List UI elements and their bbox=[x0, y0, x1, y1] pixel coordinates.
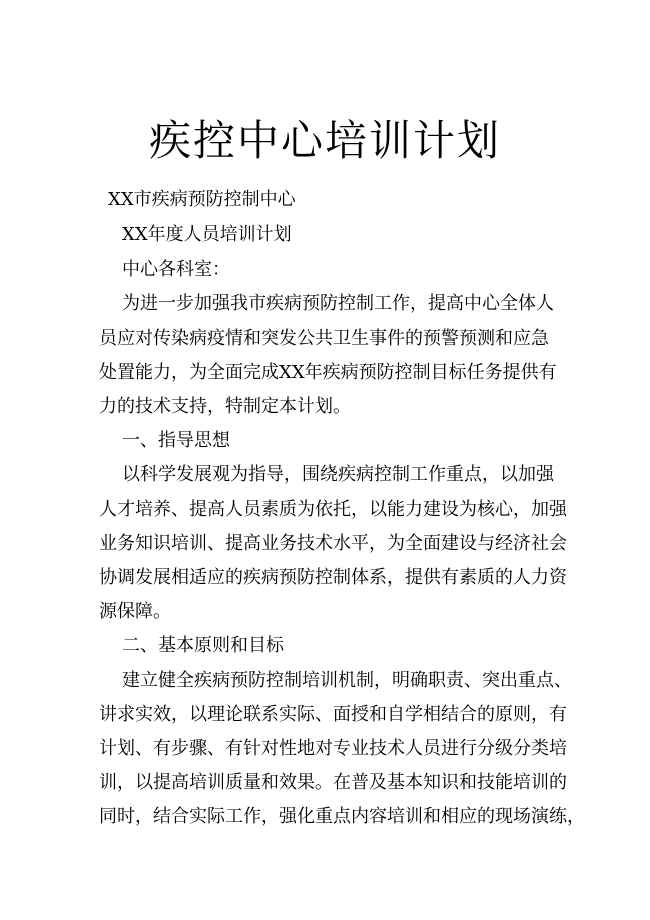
intro-line: 力的技术支持，特制定本计划。 bbox=[99, 396, 351, 417]
section1-line: 源保障。 bbox=[99, 601, 171, 622]
section2-line: 训，以提高培训质量和效果。在普及基本知识和技能培训的 bbox=[99, 772, 567, 793]
section2-line: 讲求实效，以理论联系实际、面授和自学相结合的原则，有 bbox=[99, 704, 567, 725]
section2-line: 建立健全疾病预防控制培训机制，明确职责、突出重点、 bbox=[122, 670, 572, 691]
subtitle-line: XX年度人员培训计划 bbox=[122, 224, 292, 245]
section2-line: 计划、有步骤、有针对性地对专业技术人员进行分级分类培 bbox=[99, 738, 567, 759]
intro-line: 处置能力，为全面完成XX年疾病预防控制目标任务提供有 bbox=[99, 362, 557, 383]
section2-line: 同时，结合实际工作，强化重点内容培训和相应的现场演练， bbox=[99, 806, 585, 827]
section1-line: 协调发展相适应的疾病预防控制体系，提供有素质的人力资 bbox=[99, 567, 567, 588]
section2-heading: 二、基本原则和目标 bbox=[122, 635, 284, 656]
intro-line: 为进一步加强我市疾病预防控制工作，提高中心全体人 bbox=[122, 293, 554, 314]
section1-line: 人才培养、提高人员素质为依托，以能力建设为核心，加强 bbox=[99, 499, 567, 520]
section1-line: 业务知识培训、提高业务技术水平，为全面建设与经济社会 bbox=[99, 533, 567, 554]
salutation: 中心各科室： bbox=[122, 259, 230, 280]
document-title: 疾控中心培训计划 bbox=[148, 116, 501, 165]
org-line: XX市疾病预防控制中心 bbox=[108, 189, 296, 210]
intro-line: 员应对传染病疫情和突发公共卫生事件的预警预测和应急 bbox=[99, 328, 549, 349]
section1-line: 以科学发展观为指导，围绕疾病控制工作重点，以加强 bbox=[122, 464, 554, 485]
section1-heading: 一、指导思想 bbox=[122, 430, 230, 451]
